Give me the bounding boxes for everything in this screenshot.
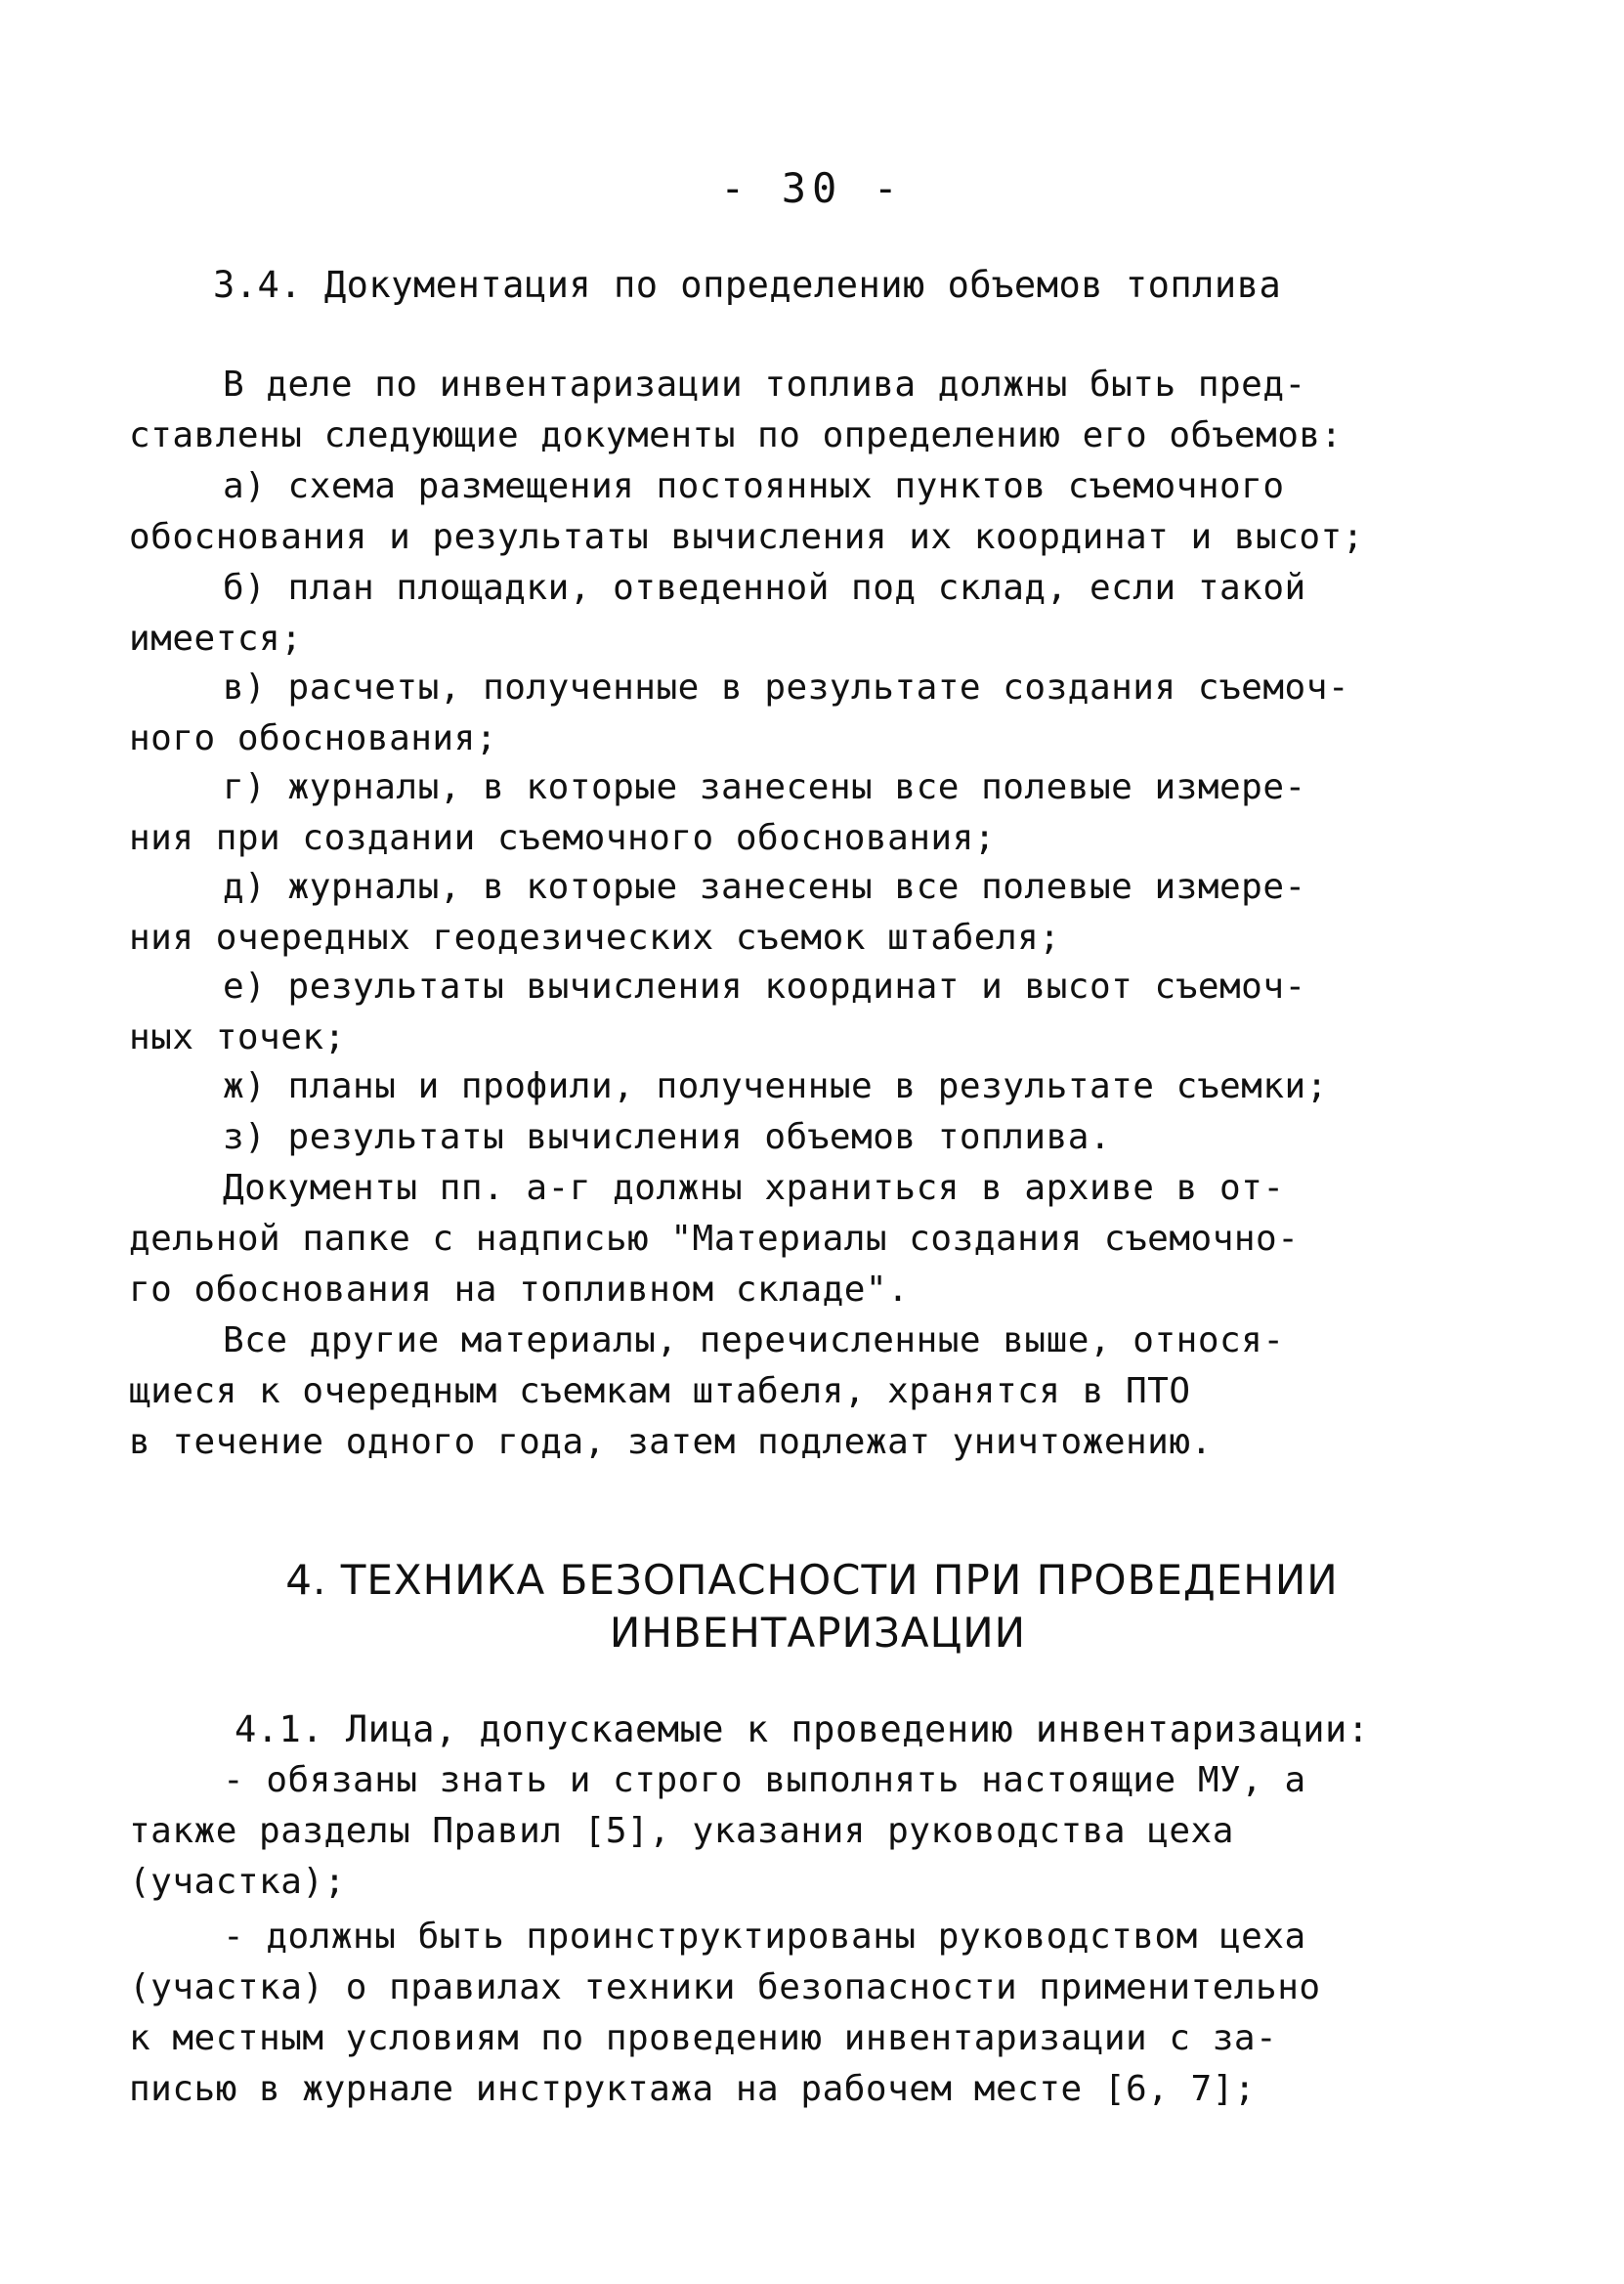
paragraph-line: ставлены следующие документы по определению его объемов:: [129, 415, 1343, 455]
list-item-e-cont: ных точек;: [129, 1017, 346, 1057]
list-item-dash-cont: также разделы Правил [5], указания руководства цеха: [129, 1811, 1234, 1851]
paragraph-line: щиеся к очередным съемкам штабеля, хранятся в ПТО: [129, 1371, 1191, 1411]
list-item-v: в) расчеты, полученные в результате создания съемоч-: [223, 668, 1350, 708]
list-item-a: а) схема размещения постоянных пунктов съемочного: [223, 466, 1285, 506]
list-item-g-cont: ния при создании съемочного обоснования;: [129, 818, 996, 858]
list-item-a-cont: обоснования и результаты вычисления их координат и высот;: [129, 517, 1364, 557]
section-4-heading-line-1: 4. ТЕХНИКА БЕЗОПАСНОСТИ ПРИ ПРОВЕДЕНИИ: [285, 1556, 1339, 1604]
list-item-b-cont: имеется;: [129, 619, 303, 659]
list-item-v-cont: ного обоснования;: [129, 718, 497, 758]
paragraph-line: Все другие материалы, перечисленные выше, относя-: [223, 1320, 1285, 1360]
list-item-e: е) результаты вычисления координат и высот съемоч-: [223, 967, 1306, 1007]
list-item-dash-cont: к местным условиям по проведению инвентаризации с за-: [129, 2018, 1278, 2058]
list-item-dash-cont: (участка) о правилах техники безопасности применительно: [129, 1967, 1321, 2007]
list-item-d: д) журналы, в которые занесены все полевые измере-: [223, 867, 1306, 907]
section-3-4-title: 3.4. Документация по определению объемов топлива: [213, 264, 1282, 306]
list-item-dash: - обязаны знать и строго выполнять настоящие МУ, а: [223, 1760, 1306, 1800]
paragraph-line: В деле по инвентаризации топлива должны быть пред-: [223, 365, 1306, 405]
list-item-dash-cont: (участка);: [129, 1862, 346, 1902]
paragraph-line: в течение одного года, затем подлежат уничтожению.: [129, 1422, 1213, 1462]
list-item-d-cont: ния очередных геодезических съемок штабеля;: [129, 918, 1061, 958]
list-item-z: з) результаты вычисления объемов топлива.: [223, 1117, 1112, 1157]
section-4-1-title: 4.1. Лица, допускаемые к проведению инвентаризации:: [235, 1708, 1370, 1750]
list-item-dash: - должны быть проинструктированы руководством цеха: [223, 1917, 1306, 1957]
paragraph-line: дельной папке с надписью "Материалы создания съемочно-: [129, 1219, 1300, 1259]
list-item-dash-cont: писью в журнале инструктажа на рабочем месте [6, 7];: [129, 2069, 1257, 2109]
paragraph-line: го обоснования на топливном складе".: [129, 1270, 910, 1310]
section-4-heading-line-2: ИНВЕНТАРИЗАЦИИ: [609, 1609, 1027, 1657]
page-number: - 30 -: [720, 164, 904, 212]
paragraph-line: Документы пп. а-г должны храниться в архиве в от-: [223, 1168, 1285, 1208]
list-item-zh: ж) планы и профили, полученные в результате съемки;: [223, 1066, 1328, 1106]
list-item-b: б) план площадки, отведенной под склад, если такой: [223, 568, 1306, 608]
list-item-g: г) журналы, в которые занесены все полевые измере-: [223, 767, 1306, 807]
